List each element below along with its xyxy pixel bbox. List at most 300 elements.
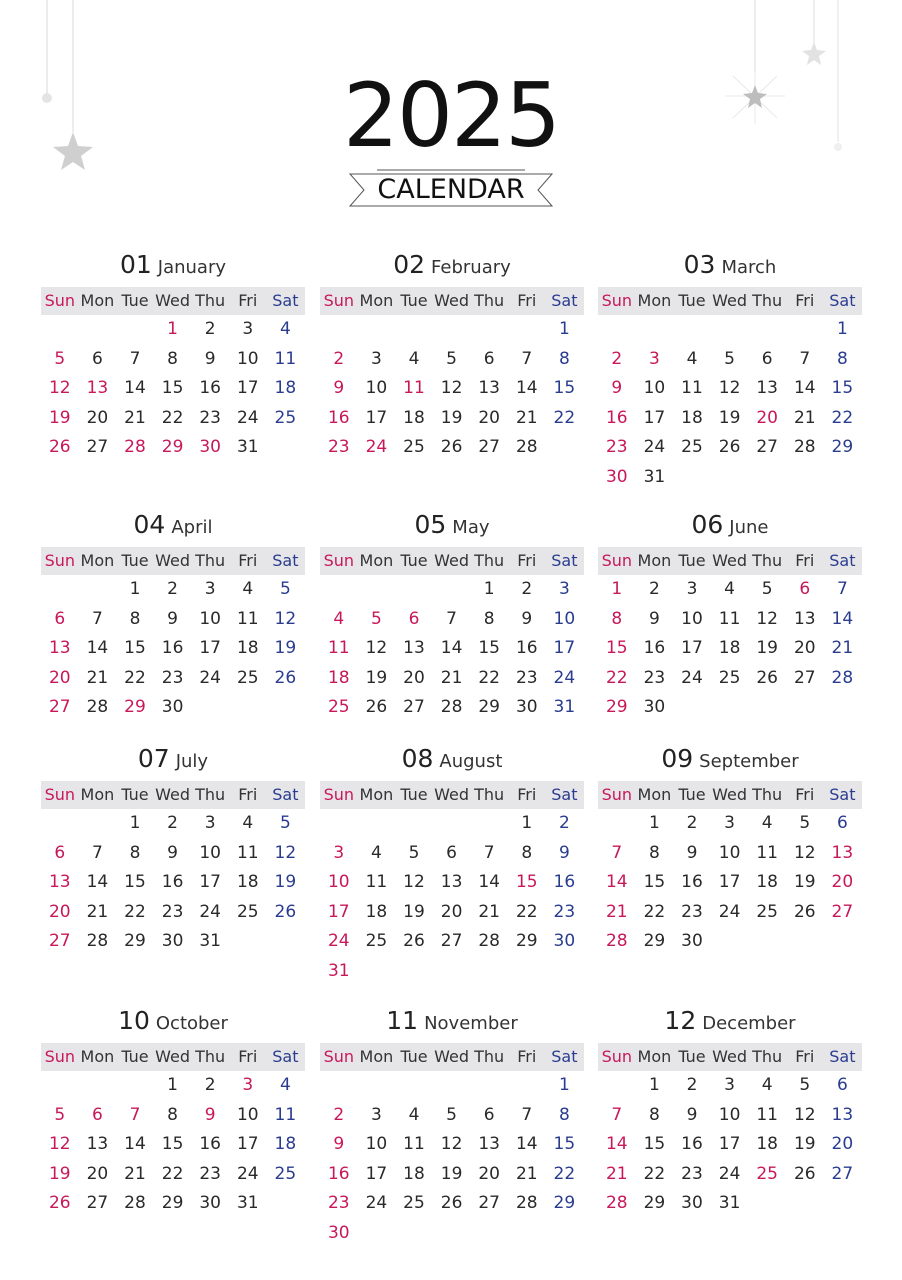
empty-cell xyxy=(433,315,471,345)
day-cell: 7 xyxy=(836,579,848,599)
day-cell: 24 xyxy=(199,667,221,688)
day-cell: 4 xyxy=(279,1075,291,1095)
day-cell: 19 xyxy=(793,1134,816,1154)
day-cell: 1 xyxy=(167,319,178,339)
weekday-label: Wed xyxy=(434,551,470,570)
day-cell: 18 xyxy=(403,407,425,428)
weekday-label: Thu xyxy=(195,1047,226,1066)
month-february xyxy=(320,250,584,463)
day-cell: 25 xyxy=(403,437,425,457)
day-cell: 16 xyxy=(327,1163,350,1184)
day-cell: 20 xyxy=(831,872,854,892)
month-number: 03 xyxy=(683,250,716,279)
weekday-label: Sun xyxy=(44,291,76,310)
day-cell: 6 xyxy=(761,348,773,369)
weekday-label: Tue xyxy=(121,551,149,570)
weekday-label: Thu xyxy=(474,291,505,310)
empty-cell xyxy=(79,1071,117,1101)
day-cell: 1 xyxy=(483,579,495,599)
weekday-header xyxy=(320,287,584,315)
month-title xyxy=(320,744,584,780)
weekday-header xyxy=(320,547,584,575)
month-number: 10 xyxy=(118,1006,150,1035)
day-cell: 6 xyxy=(836,813,848,833)
day-cell: 14 xyxy=(478,872,500,892)
empty-cell xyxy=(358,1071,396,1101)
day-cell: 10 xyxy=(718,1104,741,1125)
weekday-label: Mon xyxy=(637,551,672,570)
day-cell: 1 xyxy=(558,1075,570,1095)
day-cell: 18 xyxy=(718,638,741,658)
empty-cell xyxy=(79,315,117,345)
day-cell: 23 xyxy=(199,1163,221,1184)
day-grid xyxy=(598,1071,862,1219)
month-name: January xyxy=(157,257,227,278)
weekday-header xyxy=(41,287,305,315)
day-cell: 1 xyxy=(521,813,533,833)
day-cell: 18 xyxy=(274,1134,297,1154)
day-cell: 17 xyxy=(553,638,576,658)
weekday-label: Fri xyxy=(795,785,815,804)
day-cell: 23 xyxy=(681,1163,703,1184)
weekday-label: Sat xyxy=(829,551,856,570)
day-cell: 15 xyxy=(553,378,576,398)
month-name: September xyxy=(699,751,799,772)
weekday-label: Thu xyxy=(752,1047,783,1066)
day-cell: 21 xyxy=(86,667,109,688)
weekday-label: Wed xyxy=(155,785,191,804)
day-grid xyxy=(598,809,862,957)
day-cell: 31 xyxy=(718,1193,741,1213)
day-cell: 31 xyxy=(236,1193,259,1213)
day-cell: 12 xyxy=(440,1134,463,1154)
day-cell: 18 xyxy=(681,407,703,428)
day-cell: 10 xyxy=(365,378,388,398)
day-cell: 23 xyxy=(199,407,221,428)
day-cell: 15 xyxy=(605,638,628,658)
day-cell: 12 xyxy=(365,638,388,658)
day-cell: 23 xyxy=(161,901,184,922)
day-cell: 10 xyxy=(199,608,221,629)
day-cell: 7 xyxy=(446,608,457,629)
day-cell: 3 xyxy=(370,348,382,369)
day-cell: 2 xyxy=(204,319,216,339)
weekday-label: Fri xyxy=(238,1047,258,1066)
month-name: July xyxy=(175,751,209,772)
month-title xyxy=(598,510,862,546)
weekday-header xyxy=(41,547,305,575)
day-cell: 10 xyxy=(236,1104,259,1125)
weekday-label: Fri xyxy=(795,1047,815,1066)
weekday-header xyxy=(320,781,584,809)
day-cell: 23 xyxy=(681,901,703,922)
weekday-header xyxy=(41,781,305,809)
day-cell: 5 xyxy=(370,608,382,629)
month-title xyxy=(41,250,305,286)
day-cell: 2 xyxy=(521,579,533,599)
day-cell: 13 xyxy=(793,608,816,629)
empty-cell xyxy=(41,575,79,605)
day-cell: 26 xyxy=(793,1163,816,1184)
weekday-label: Fri xyxy=(517,291,537,310)
day-cell: 22 xyxy=(515,901,538,922)
day-cell: 30 xyxy=(199,1193,221,1213)
day-cell: 2 xyxy=(648,579,660,599)
weekday-label: Wed xyxy=(434,1047,470,1066)
empty-cell xyxy=(116,315,154,345)
weekday-label: Fri xyxy=(517,1047,537,1066)
day-cell: 13 xyxy=(478,1134,500,1154)
day-cell: 27 xyxy=(831,1163,854,1184)
day-cell: 26 xyxy=(274,901,297,922)
weekday-label: Mon xyxy=(637,785,672,804)
empty-cell xyxy=(508,315,546,345)
day-cell: 17 xyxy=(199,872,221,892)
day-cell: 2 xyxy=(558,813,570,833)
day-cell: 4 xyxy=(408,1104,420,1125)
day-cell: 9 xyxy=(167,608,178,629)
weekday-label: Tue xyxy=(678,551,706,570)
day-cell: 27 xyxy=(403,697,425,717)
day-cell: 15 xyxy=(161,378,184,398)
month-title xyxy=(598,250,862,286)
day-cell: 12 xyxy=(48,1134,71,1154)
day-cell: 2 xyxy=(686,813,698,833)
day-cell: 3 xyxy=(242,1075,254,1095)
day-cell: 20 xyxy=(86,407,109,428)
empty-cell xyxy=(786,315,824,345)
day-cell: 20 xyxy=(756,407,778,428)
weekday-label: Wed xyxy=(434,291,470,310)
day-cell: 23 xyxy=(643,667,666,688)
day-cell: 5 xyxy=(279,579,291,599)
day-cell: 23 xyxy=(327,437,350,457)
day-grid xyxy=(41,575,305,723)
day-cell: 2 xyxy=(686,1075,698,1095)
empty-cell xyxy=(358,809,396,839)
day-cell: 13 xyxy=(831,842,854,863)
day-cell: 13 xyxy=(831,1104,854,1125)
day-cell: 28 xyxy=(478,931,500,951)
day-cell: 28 xyxy=(440,697,463,717)
empty-cell xyxy=(598,1071,636,1101)
weekday-label: Fri xyxy=(238,551,258,570)
empty-cell xyxy=(711,315,749,345)
weekday-label: Sat xyxy=(829,1047,856,1066)
day-cell: 20 xyxy=(86,1163,109,1184)
day-cell: 18 xyxy=(756,872,778,892)
month-number: 09 xyxy=(661,744,694,773)
day-cell: 14 xyxy=(793,378,816,398)
weekday-label: Fri xyxy=(517,551,537,570)
day-cell: 24 xyxy=(199,901,221,922)
month-november xyxy=(320,1006,584,1248)
day-cell: 5 xyxy=(446,348,457,369)
month-title xyxy=(320,510,584,546)
day-cell: 8 xyxy=(611,608,623,629)
empty-cell xyxy=(79,809,117,839)
day-cell: 21 xyxy=(515,407,538,428)
empty-cell xyxy=(470,809,508,839)
weekday-label: Wed xyxy=(712,785,748,804)
month-number: 05 xyxy=(414,510,447,539)
day-cell: 7 xyxy=(483,842,495,863)
day-grid xyxy=(320,575,584,723)
day-cell: 17 xyxy=(718,872,741,892)
day-cell: 16 xyxy=(681,1134,703,1154)
day-cell: 20 xyxy=(48,667,71,688)
day-cell: 21 xyxy=(605,1163,628,1184)
month-name: June xyxy=(729,517,769,538)
day-cell: 22 xyxy=(124,901,146,922)
day-cell: 30 xyxy=(515,697,538,717)
day-cell: 14 xyxy=(124,378,146,398)
month-september xyxy=(598,744,862,957)
day-cell: 6 xyxy=(799,579,811,599)
day-cell: 25 xyxy=(274,1163,297,1184)
empty-cell xyxy=(395,315,433,345)
day-grid xyxy=(320,809,584,986)
day-cell: 27 xyxy=(48,931,71,951)
weekday-label: Tue xyxy=(121,785,149,804)
day-cell: 9 xyxy=(686,842,698,863)
day-cell: 16 xyxy=(199,378,221,398)
day-cell: 22 xyxy=(605,667,628,688)
day-cell: 5 xyxy=(799,813,811,833)
month-name: May xyxy=(452,517,490,538)
day-cell: 3 xyxy=(648,348,660,369)
month-name: August xyxy=(439,751,503,772)
day-cell: 8 xyxy=(648,842,660,863)
weekday-label: Mon xyxy=(359,291,394,310)
day-cell: 9 xyxy=(686,1104,698,1125)
day-cell: 15 xyxy=(161,1134,184,1154)
day-cell: 1 xyxy=(648,1075,660,1095)
day-cell: 18 xyxy=(274,378,297,398)
day-cell: 15 xyxy=(643,1134,666,1154)
month-june xyxy=(598,510,862,723)
day-cell: 24 xyxy=(365,437,388,457)
day-cell: 3 xyxy=(724,1075,735,1095)
day-cell: 9 xyxy=(204,1104,216,1125)
calendar-subtitle: CALENDAR xyxy=(377,174,525,205)
day-cell: 13 xyxy=(756,378,778,398)
weekday-label: Fri xyxy=(795,551,815,570)
day-cell: 28 xyxy=(86,931,109,951)
day-cell: 11 xyxy=(756,1104,778,1125)
day-cell: 25 xyxy=(274,407,297,428)
empty-cell xyxy=(433,809,471,839)
day-cell: 5 xyxy=(54,1104,66,1125)
day-cell: 18 xyxy=(327,667,350,688)
day-cell: 9 xyxy=(611,378,623,398)
day-cell: 1 xyxy=(167,1075,178,1095)
day-cell: 9 xyxy=(521,608,533,629)
day-cell: 16 xyxy=(605,407,628,428)
day-cell: 27 xyxy=(48,697,71,717)
day-cell: 5 xyxy=(446,1104,457,1125)
day-cell: 23 xyxy=(515,667,538,688)
weekday-header xyxy=(598,287,862,315)
day-cell: 14 xyxy=(515,1134,538,1154)
day-cell: 7 xyxy=(91,842,103,863)
day-cell: 24 xyxy=(553,667,576,688)
day-cell: 3 xyxy=(724,813,735,833)
weekday-label: Thu xyxy=(752,551,783,570)
day-cell: 28 xyxy=(124,437,146,457)
empty-cell xyxy=(748,315,786,345)
day-cell: 11 xyxy=(365,872,388,892)
weekday-label: Sun xyxy=(323,785,355,804)
weekday-label: Thu xyxy=(752,785,783,804)
day-cell: 10 xyxy=(199,842,221,863)
day-cell: 7 xyxy=(611,1104,623,1125)
month-name: October xyxy=(155,1013,228,1034)
day-cell: 12 xyxy=(403,872,425,892)
day-cell: 14 xyxy=(86,638,109,658)
day-cell: 22 xyxy=(643,1163,666,1184)
day-cell: 16 xyxy=(643,638,666,658)
day-cell: 2 xyxy=(204,1075,216,1095)
day-cell: 17 xyxy=(365,407,388,428)
month-title xyxy=(41,1006,305,1042)
weekday-label: Sat xyxy=(829,291,856,310)
day-cell: 21 xyxy=(605,901,628,922)
day-cell: 5 xyxy=(279,813,291,833)
day-cell: 14 xyxy=(831,608,854,629)
empty-cell xyxy=(320,575,358,605)
day-cell: 19 xyxy=(756,638,778,658)
empty-cell xyxy=(41,315,79,345)
day-cell: 15 xyxy=(515,872,538,892)
day-cell: 9 xyxy=(558,842,570,863)
day-cell: 19 xyxy=(718,407,741,428)
day-cell: 6 xyxy=(54,842,66,863)
weekday-label: Tue xyxy=(678,1047,706,1066)
day-cell: 10 xyxy=(236,348,259,369)
day-cell: 14 xyxy=(605,872,628,892)
weekday-label: Mon xyxy=(359,785,394,804)
day-cell: 12 xyxy=(48,378,71,398)
day-cell: 18 xyxy=(236,872,259,892)
weekday-header xyxy=(41,1043,305,1071)
day-cell: 11 xyxy=(236,608,259,629)
month-number: 07 xyxy=(137,744,170,773)
weekday-label: Wed xyxy=(155,551,191,570)
day-cell: 6 xyxy=(54,608,66,629)
day-cell: 22 xyxy=(553,1163,576,1184)
day-cell: 5 xyxy=(761,579,773,599)
weekday-label: Wed xyxy=(712,551,748,570)
day-cell: 14 xyxy=(124,1134,146,1154)
month-april xyxy=(41,510,305,723)
day-cell: 21 xyxy=(831,638,854,658)
day-cell: 28 xyxy=(86,697,109,717)
weekday-label: Sun xyxy=(44,1047,76,1066)
day-cell: 10 xyxy=(553,608,576,629)
weekday-label: Tue xyxy=(678,785,706,804)
weekday-label: Sat xyxy=(551,1047,578,1066)
day-cell: 5 xyxy=(408,842,420,863)
day-cell: 1 xyxy=(129,813,141,833)
day-cell: 7 xyxy=(521,1104,533,1125)
day-cell: 29 xyxy=(124,697,146,717)
day-cell: 27 xyxy=(793,667,816,688)
day-cell: 1 xyxy=(129,579,141,599)
weekday-label: Mon xyxy=(80,551,115,570)
day-cell: 8 xyxy=(167,348,178,369)
weekday-header xyxy=(598,547,862,575)
day-cell: 7 xyxy=(611,842,623,863)
year-title: 2025 xyxy=(343,64,559,167)
day-cell: 9 xyxy=(333,378,345,398)
day-cell: 23 xyxy=(605,437,628,457)
day-cell: 25 xyxy=(756,1163,778,1184)
day-grid xyxy=(41,809,305,957)
day-cell: 26 xyxy=(718,437,741,457)
day-cell: 17 xyxy=(643,407,666,428)
day-cell: 13 xyxy=(478,378,500,398)
weekday-label: Tue xyxy=(400,785,428,804)
day-cell: 11 xyxy=(403,1134,425,1154)
empty-cell xyxy=(433,575,471,605)
empty-cell xyxy=(358,315,396,345)
day-cell: 26 xyxy=(365,697,388,717)
day-cell: 4 xyxy=(242,579,254,599)
month-number: 11 xyxy=(386,1006,419,1035)
weekday-header xyxy=(598,1043,862,1071)
day-cell: 27 xyxy=(86,437,109,457)
day-cell: 31 xyxy=(199,931,221,951)
weekday-label: Sun xyxy=(601,291,633,310)
month-number: 01 xyxy=(119,250,152,279)
day-cell: 25 xyxy=(327,697,350,717)
day-cell: 13 xyxy=(48,638,71,658)
empty-cell xyxy=(470,315,508,345)
day-cell: 22 xyxy=(478,667,500,688)
day-cell: 16 xyxy=(515,638,538,658)
day-cell: 30 xyxy=(605,466,628,487)
day-cell: 20 xyxy=(440,901,463,922)
weekday-label: Mon xyxy=(359,1047,394,1066)
month-december xyxy=(598,1006,862,1219)
day-cell: 31 xyxy=(327,960,350,981)
day-cell: 5 xyxy=(54,348,66,369)
day-cell: 3 xyxy=(333,842,345,863)
weekday-header xyxy=(598,781,862,809)
day-cell: 25 xyxy=(756,901,778,922)
day-cell: 18 xyxy=(403,1163,425,1184)
day-cell: 29 xyxy=(643,931,666,951)
day-cell: 22 xyxy=(553,407,576,428)
day-cell: 30 xyxy=(161,697,184,717)
day-cell: 9 xyxy=(167,842,178,863)
day-cell: 9 xyxy=(204,348,216,369)
weekday-label: Fri xyxy=(238,785,258,804)
empty-cell xyxy=(41,809,79,839)
day-cell: 10 xyxy=(365,1134,388,1154)
day-cell: 8 xyxy=(167,1104,178,1125)
day-cell: 4 xyxy=(408,348,420,369)
weekday-label: Wed xyxy=(712,1047,748,1066)
day-cell: 14 xyxy=(605,1134,628,1154)
day-cell: 19 xyxy=(403,901,425,922)
day-cell: 26 xyxy=(440,1193,463,1213)
day-cell: 22 xyxy=(124,667,146,688)
day-cell: 7 xyxy=(799,348,811,369)
day-cell: 17 xyxy=(365,1163,388,1184)
day-cell: 20 xyxy=(403,667,425,688)
